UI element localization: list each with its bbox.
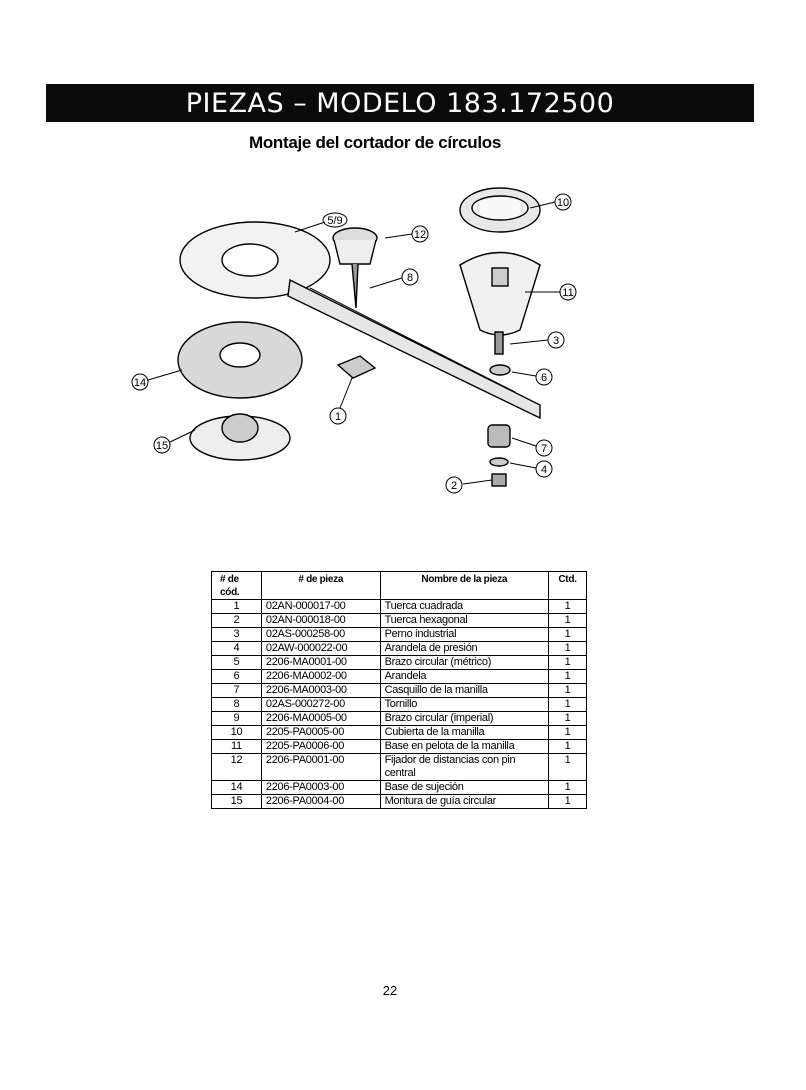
cell-name: Tuerca cuadrada <box>380 600 548 614</box>
cell-code: 4 <box>212 642 262 656</box>
callout-14: 14 <box>133 377 147 389</box>
bushing-shape <box>488 425 510 447</box>
cell-qty: 1 <box>549 642 587 656</box>
cell-qty: 1 <box>549 670 587 684</box>
table-row <box>212 628 587 642</box>
section-subtitle: Montaje del cortador de círculos <box>248 133 502 152</box>
cell-part: 2205-PA0005-00 <box>261 726 380 740</box>
cell-name: Tuerca hexagonal <box>380 614 548 628</box>
callout-4: 4 <box>540 464 548 476</box>
callout-3: 3 <box>552 335 560 347</box>
table-row <box>212 781 587 795</box>
guide-mount-hub-shape <box>222 414 258 442</box>
cell-name: Casquillo de la manilla <box>380 684 548 698</box>
cell-part: 2206-MA0001-00 <box>261 656 380 670</box>
page-number: 22 <box>382 983 398 998</box>
handle-base-shape <box>460 253 540 336</box>
cell-code: 7 <box>212 684 262 698</box>
clamp-base-inner-shape <box>220 343 260 367</box>
header-code: # de cód. <box>212 572 262 600</box>
table-row <box>212 795 587 809</box>
table-row <box>212 740 587 754</box>
table-row <box>212 670 587 684</box>
cell-name: Base de sujeción <box>380 781 548 795</box>
table-row <box>212 600 587 614</box>
cell-name: Brazo circular (imperial) <box>380 712 548 726</box>
cell-qty: 1 <box>549 754 587 781</box>
cell-part: 2206-MA0005-00 <box>261 712 380 726</box>
cell-name: Montura de guía circular <box>380 795 548 809</box>
cell-part: 02AS-000272-00 <box>261 698 380 712</box>
cell-name: Arandela <box>380 670 548 684</box>
cell-code: 1 <box>212 600 262 614</box>
cell-name: Cubierta de la manilla <box>380 726 548 740</box>
table-row <box>212 754 587 781</box>
hex-nut-shape <box>492 474 506 486</box>
cell-code: 11 <box>212 740 262 754</box>
diagram-svg <box>120 180 620 510</box>
header-name: Nombre de la pieza <box>380 572 548 600</box>
cell-qty: 1 <box>549 600 587 614</box>
cell-part: 02AN-000018-00 <box>261 614 380 628</box>
cell-part: 2206-MA0002-00 <box>261 670 380 684</box>
cell-part: 02AS-000258-00 <box>261 628 380 642</box>
table-row <box>212 642 587 656</box>
cell-name: Arandela de presión <box>380 642 548 656</box>
table-row <box>212 698 587 712</box>
cell-code: 3 <box>212 628 262 642</box>
table-row <box>212 712 587 726</box>
cell-code: 9 <box>212 712 262 726</box>
table-row <box>212 726 587 740</box>
callout-7: 7 <box>540 443 548 455</box>
table-row <box>212 656 587 670</box>
callout-6: 6 <box>540 372 548 384</box>
square-nut-shape <box>338 356 375 378</box>
cell-part: 2206-MA0003-00 <box>261 684 380 698</box>
table-header-row <box>212 572 587 600</box>
cell-name: Perno industrial <box>380 628 548 642</box>
cell-qty: 1 <box>549 684 587 698</box>
callout-2: 2 <box>450 480 458 492</box>
cell-qty: 1 <box>549 740 587 754</box>
table-row <box>212 684 587 698</box>
page-title-banner <box>46 84 754 122</box>
cell-qty: 1 <box>549 726 587 740</box>
callout-5-9: 5/9 <box>327 215 343 227</box>
cell-qty: 1 <box>549 795 587 809</box>
washer-shape <box>490 365 510 375</box>
cell-name: Base en pelota de la manilla <box>380 740 548 754</box>
cell-part: 2206-PA0004-00 <box>261 795 380 809</box>
callout-8: 8 <box>406 272 414 284</box>
cell-code: 2 <box>212 614 262 628</box>
callout-1: 1 <box>334 411 342 423</box>
handle-cover-inner-shape <box>472 196 528 220</box>
cell-part: 02AN-000017-00 <box>261 600 380 614</box>
cell-qty: 1 <box>549 628 587 642</box>
exploded-parts-diagram <box>120 180 620 510</box>
plate-hole-shape <box>222 244 278 276</box>
table-row <box>212 614 587 628</box>
cell-code: 5 <box>212 656 262 670</box>
cell-qty: 1 <box>549 698 587 712</box>
header-part: # de pieza <box>261 572 380 600</box>
page-title: PIEZAS – MODELO 183.172500 <box>185 87 615 119</box>
cell-code: 15 <box>212 795 262 809</box>
header-qty: Ctd. <box>549 572 587 600</box>
bolt-shape <box>495 332 503 354</box>
knob-body-shape <box>334 240 376 264</box>
bolt-head-shape <box>492 268 508 286</box>
parts-table <box>211 571 587 809</box>
cell-part: 2206-PA0001-00 <box>261 754 380 781</box>
cell-part: 02AW-000022-00 <box>261 642 380 656</box>
callout-12: 12 <box>413 229 427 241</box>
cell-name: Brazo circular (métrico) <box>380 656 548 670</box>
callout-15: 15 <box>155 440 169 452</box>
cell-code: 10 <box>212 726 262 740</box>
cell-name: Tornillo <box>380 698 548 712</box>
cell-code: 12 <box>212 754 262 781</box>
cell-code: 14 <box>212 781 262 795</box>
cell-code: 8 <box>212 698 262 712</box>
lock-washer-shape <box>490 458 508 466</box>
cell-code: 6 <box>212 670 262 684</box>
callout-11: 11 <box>562 287 574 299</box>
cell-qty: 1 <box>549 712 587 726</box>
cell-qty: 1 <box>549 656 587 670</box>
cell-part: 2206-PA0003-00 <box>261 781 380 795</box>
pin-shape <box>352 264 358 308</box>
callout-10: 10 <box>556 197 570 209</box>
cell-part: 2205-PA0006-00 <box>261 740 380 754</box>
cell-qty: 1 <box>549 781 587 795</box>
cell-name: Fijador de distancias con pin central <box>380 754 548 781</box>
cell-qty: 1 <box>549 614 587 628</box>
